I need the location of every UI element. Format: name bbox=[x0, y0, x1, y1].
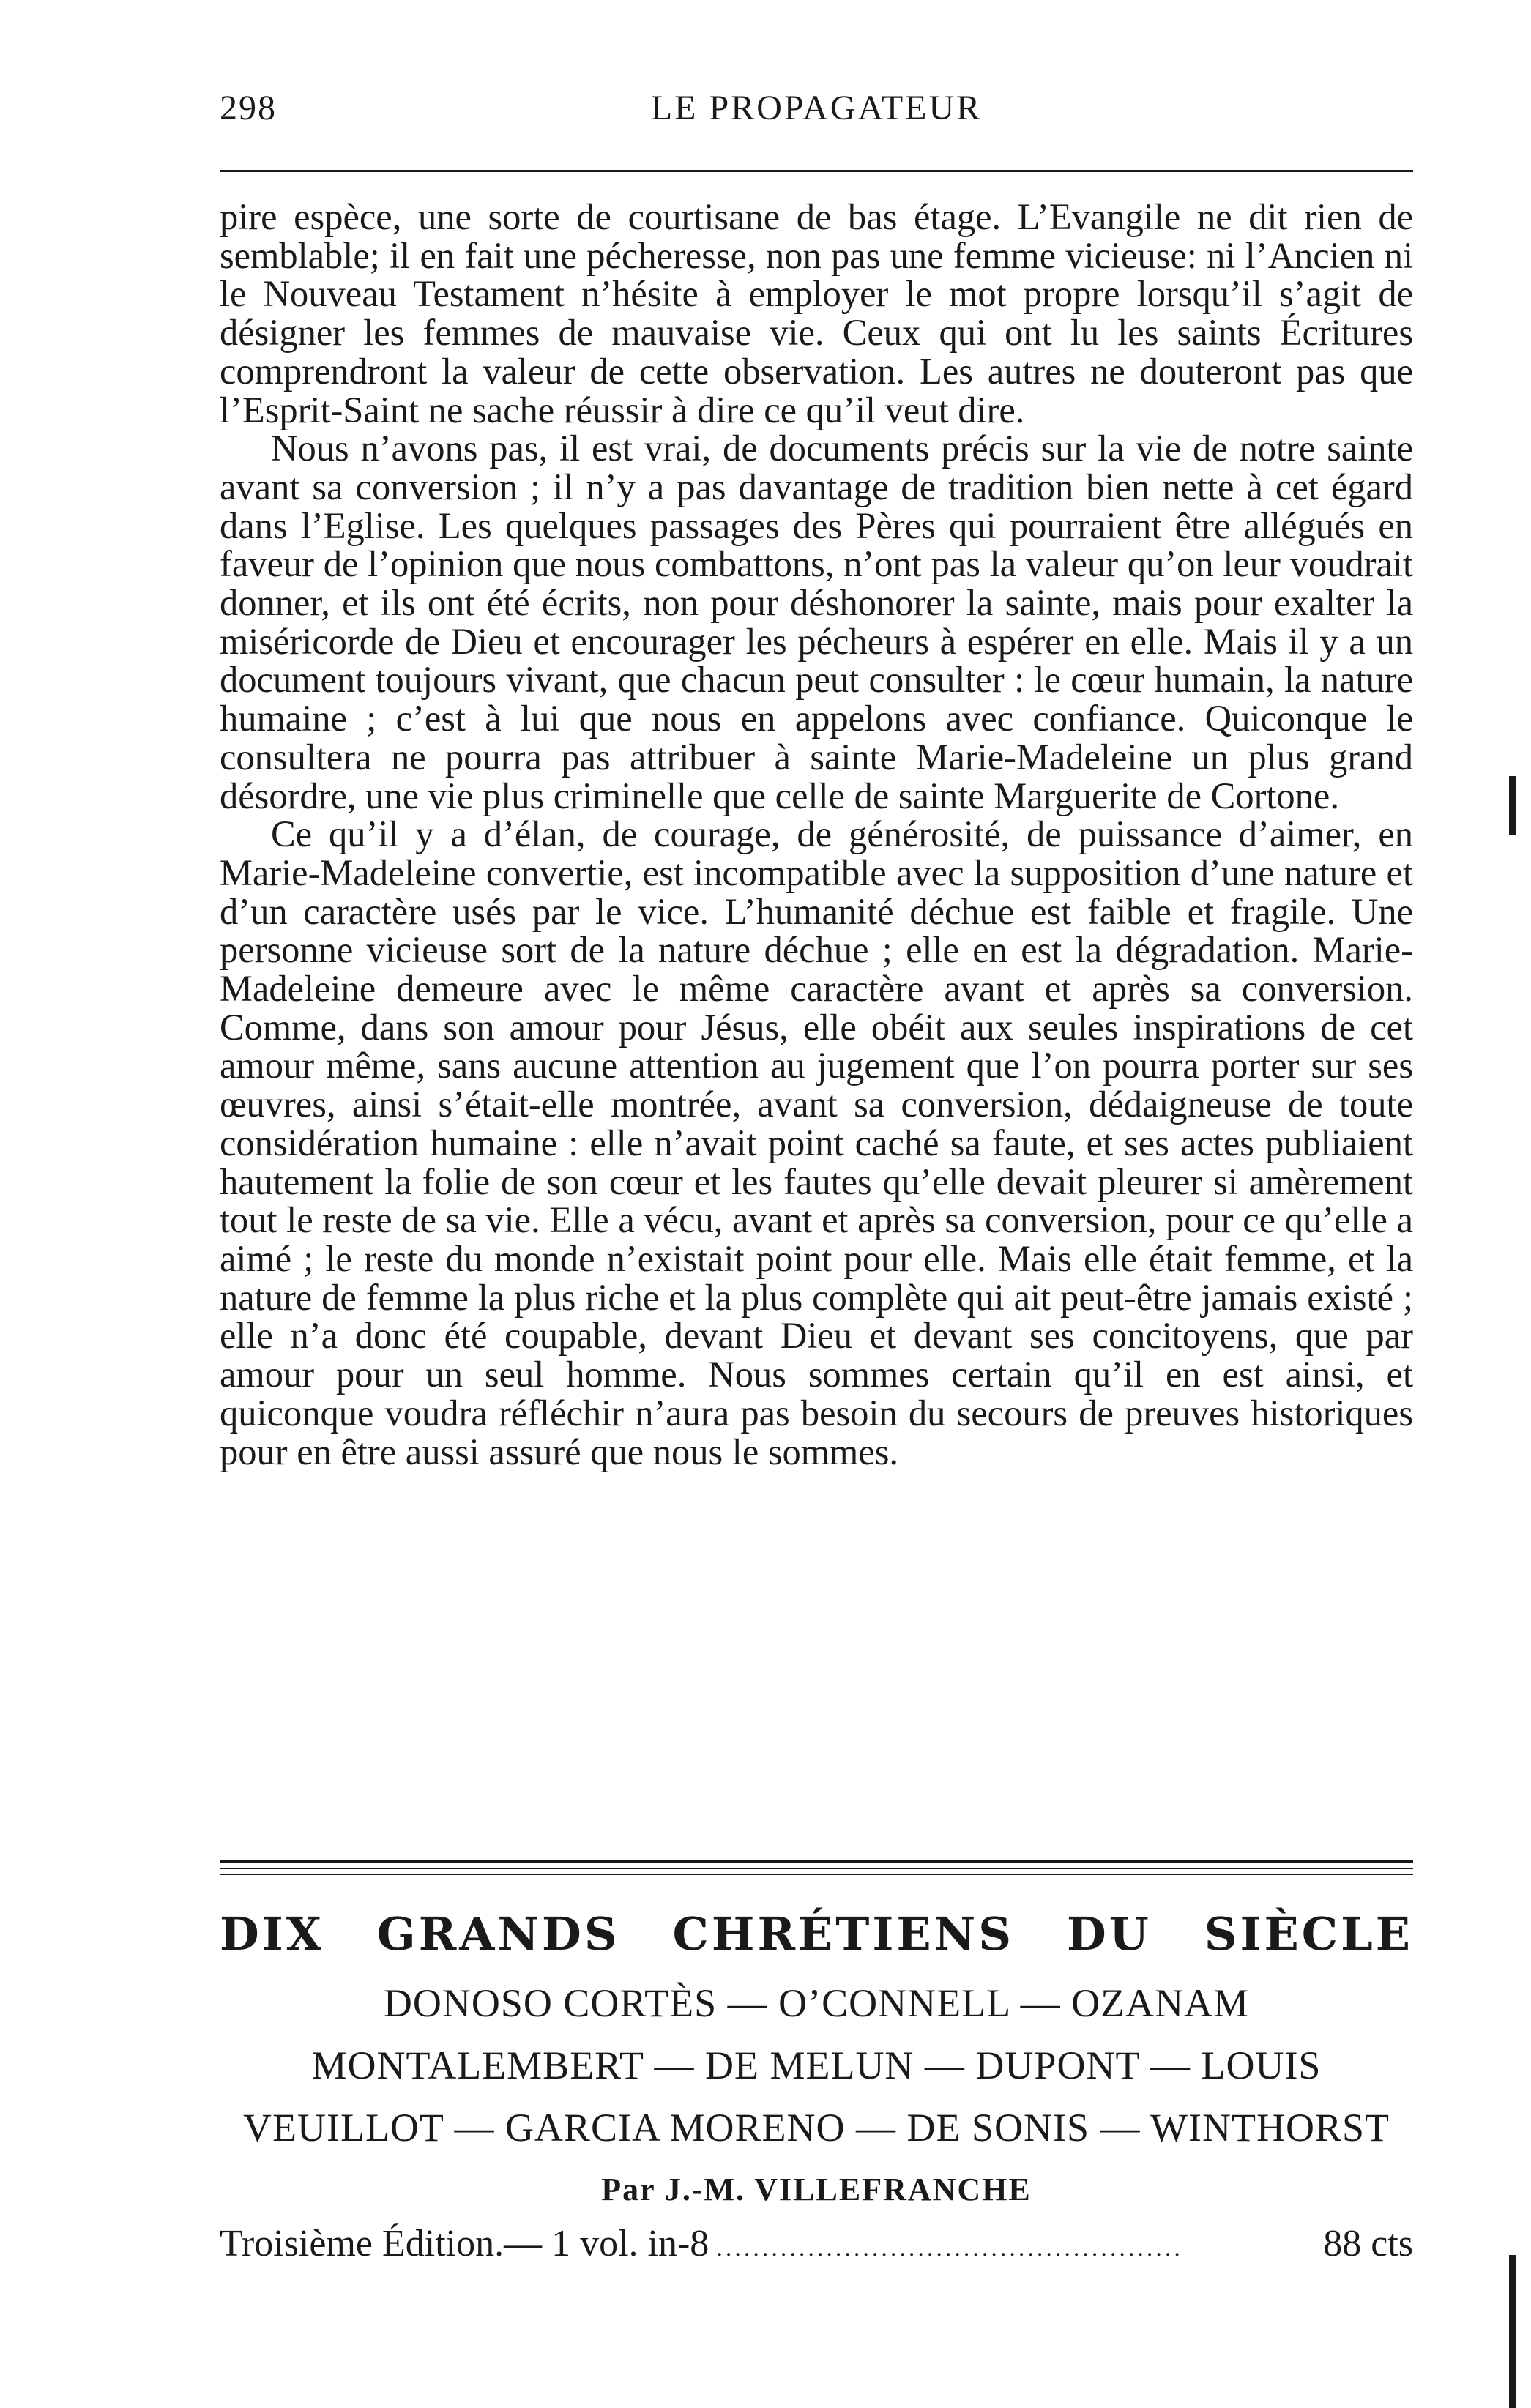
advertisement-author: Par J.-M. VILLEFRANCHE bbox=[601, 2172, 1032, 2207]
dot-leaders: ................................................... bbox=[716, 2234, 1183, 2262]
advertisement-names: MONTALEMBERT — DE MELUN — DUPONT — LOUIS bbox=[311, 2043, 1322, 2087]
section-divider bbox=[220, 1860, 1413, 1875]
paragraph: Ce qu’il y a d’élan, de courage, de générosité, de puissance d’aimer, en Marie-Madeleine convertie, est incompatible avec la supposition d’une nature et d’un caractère usés par le vice. L’humanité déchue est faible et fragile. Une personne vicieuse sort de la nature déchue ; elle en est la dégradation. Marie-Madeleine demeure avec le même caractère avant et après sa conversion. Comme, dans son amour pour Jésus, elle obéit aux seules inspirations de cet amour même, sans aucune attention au jugement que l’on pourra porter sur ses œuvres, ainsi s’était-elle montrée, avant sa conversion, dédaigneuse de toute considération humaine : elle n’avait point caché sa faute, et ses actes publiaient hautement la folie de son cœur et les fautes qu’elle devait pleurer si amèrement tout le reste de sa vie. Elle a vécu, avant et après sa conversion, pour ce qu’elle a aimé ; le reste du monde n’existait point pour elle. Mais elle était femme, et la nature de femme la plus riche et la plus complète qui ait peut-être jamais existé ; elle n’a donc été coupable, devant Dieu et devant ses concitoyens, que par amour pour un seul homme. Nous sommes certain qu’il en est ainsi, et quiconque voudra réfléchir n’aura pas besoin du secours de preuves historiques pour en être aussi assuré que nous le sommes. bbox=[220, 813, 1413, 1472]
header-rule bbox=[220, 170, 1413, 172]
scan-edge-mark bbox=[1509, 2255, 1516, 2408]
advertisement-names: DONOSO CORTÈS — O’CONNELL — OZANAM bbox=[383, 1981, 1250, 2025]
page-header bbox=[220, 88, 1413, 139]
body-text bbox=[220, 198, 1413, 1471]
page-number: 298 bbox=[220, 89, 277, 127]
divider-thin-line bbox=[220, 1868, 1413, 1869]
scan-edge-mark bbox=[1509, 776, 1516, 835]
running-title: LE PROPAGATEUR bbox=[650, 89, 983, 127]
paragraph: pire espèce, une sorte de courtisane de bas étage. L’Evangile ne dit rien de semblable; il en fait une pécheresse, non pas une femme vicieuse: ni l’Ancien ni le Nouveau Testament n’hésite à employer le mot propre lorsqu’il s’agit de désigner les femmes de mauvaise vie. Ceux qui ont lu les saints Écritures comprendront la valeur de cette observation. Les autres ne douteront pas que l’Esprit-Saint ne sache réussir à dire ce qu’il veut dire. bbox=[220, 196, 1413, 430]
advertisement-title: DIX GRANDS CHRÉTIENS DU SIÈCLE bbox=[220, 1907, 1413, 1961]
price: 88 cts bbox=[1323, 2223, 1413, 2265]
advertisement-names: VEUILLOT — GARCIA MORENO — DE SONIS — WINTHORST bbox=[243, 2106, 1390, 2150]
paragraph: Nous n’avons pas, il est vrai, de documents précis sur la vie de notre sainte avant sa conversion ; il n’y a pas davantage de tradition bien nette à cet égard dans l’Eglise. Les quelques passages des Pères qui pourraient être allégués en faveur de l’opinion que nous combattons, n’ont pas la valeur qu’on leur voudrait donner, et ils ont été écrits, non pour déshonorer la sainte, mais pour exalter la miséricorde de Dieu et encourager les pécheurs à espérer en elle. Mais il y a un document toujours vivant, que chacun peut consulter : le cœur humain, la nature humaine ; c’est à lui que nous en appelons avec confiance. Quiconque le consultera ne pourra pas attribuer à sainte Marie-Madeleine un plus grand désordre, une vie plus criminelle que celle de sainte Marguerite de Cortone. bbox=[220, 428, 1413, 816]
divider-thin-line bbox=[220, 1874, 1413, 1875]
edition-label: Troisième Édition.— 1 vol. in-8 bbox=[220, 2223, 709, 2265]
advertisement-edition-line bbox=[220, 2222, 1413, 2265]
divider-thick-line bbox=[220, 1860, 1413, 1863]
